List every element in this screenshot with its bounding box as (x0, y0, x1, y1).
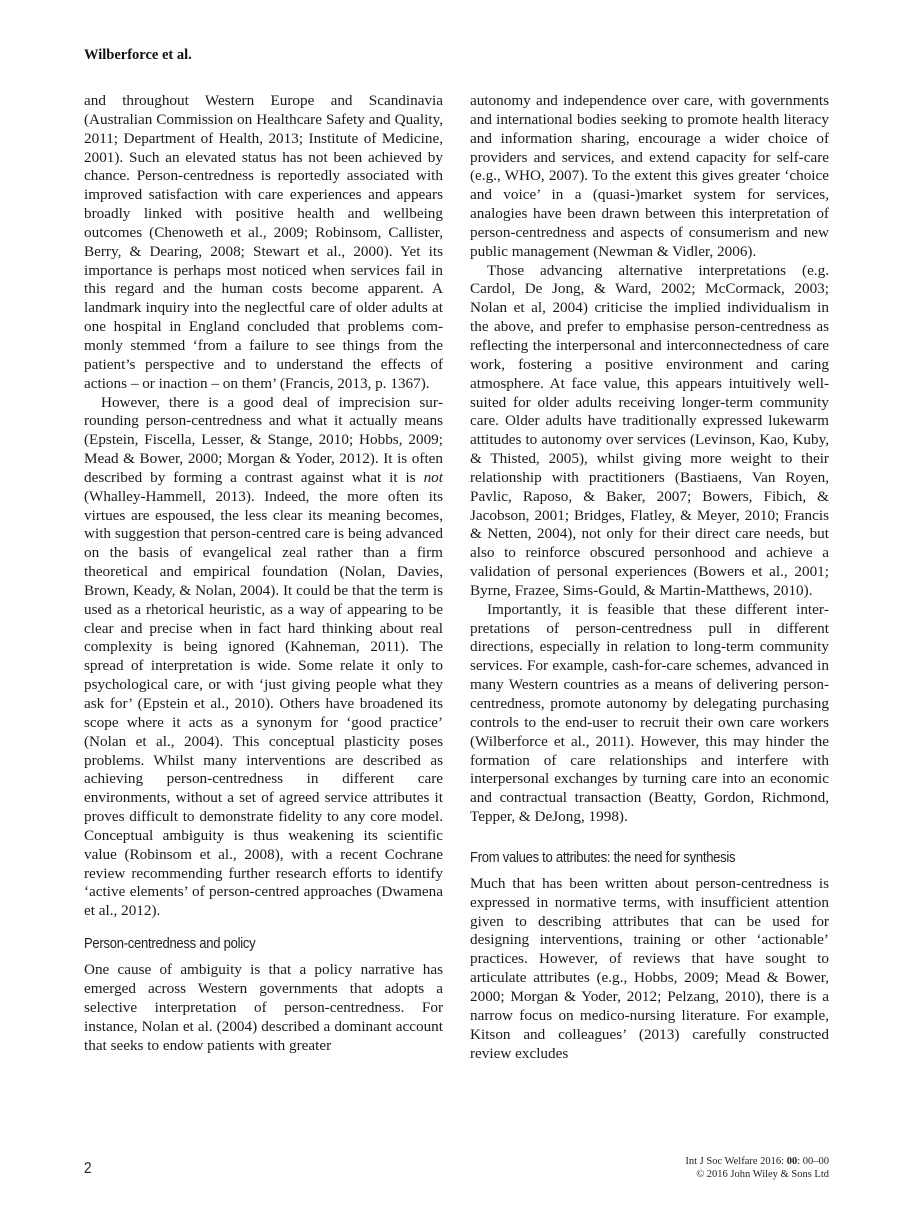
paragraph-text: (Whalley-Hammell, 2013). Indeed, the more often its virtues are espoused, the less clear its meaning becomes, with suggestion that person-centred care is being advanced on the basis of evangelical zeal rather than a firm theoretical and empirical foundation (Nolan, Davies, Brown, Keady, & Nolan, 2004). It could be that the term is used as a rhetorical heuristic, as a way of appearing to be clear and precise when in fact hard thinking about real complexity is being ignored (Kahneman, 2011). The spread of interpretation is wide. Some relate it only to psychological care, or with ‘just giving people what they ask for’ (Epstein et al., 2010). Others have broadened its scope where it acts as a synonym for ‘good practice’ (Nolan et al., 2004). This conceptual plasticity poses problems. Whilst many interventions are described as achieving person-centredness in different care environments, without a set of agreed service attributes it proves difficult to demonstrate fidelity to any core model. Conceptual ambiguity is thus weakening its scientific value (Robinsom et al., 2008), with a recent Cochrane review recommending further research efforts to identify ‘active elements’ of person-centred approaches (Dwamena et al., 2012). (84, 487, 443, 920)
paragraph: Importantly, it is feasible that these different interpretations of person-centredness pull in different directions, especially in relation to long-term community services. For example, cash-for-care schemes, advanced in many Western countries as a means of delivering person-centredness, promote autonomy by delegating purchasing controls to the end-user to recruit their own care workers (Wilberforce et al., 2011). However, this may hinder the formation of care relationships and interfere with interpersonal exchanges by turning care into an economic and contractual transaction (Beatty, Gordon, Richmond, Tepper, & DeJong, 1998). (470, 600, 829, 826)
left-column (84, 92, 443, 1055)
paragraph: Much that has been written about person-centredness is expressed in normative terms, with insufficient attention given to describing attributes that can be used for designing interventions, training or other ‘actionable’ practices. However, of reviews that have sought to articulate attributes (e.g., Hobbs, 2009; Mead & Bower, 2000; Morgan & Yoder, 2012; Pelzang, 2010), there is a narrow focus on medico-nursing literature. For example, Kitson and colleagues’ (2013) carefully constructed review excludes (470, 874, 829, 1062)
journal-name: Int J Soc Welfare 2016: (685, 1156, 787, 1167)
emphasis-text: not (423, 468, 443, 486)
right-column (470, 92, 829, 1063)
journal-info (685, 1155, 829, 1181)
page-number: 2 (84, 1160, 92, 1177)
journal-citation (685, 1155, 829, 1168)
paragraph: autonomy and independence over care, with governments and international bodies seeking to promote health literacy and information sharing, encourage a wider choice of providers and services, and extend capacity for self-care (e.g., WHO, 2007). To the extent this gives greater ‘choice and voice’ in a (quasi-)market system for services, analogies have been drawn between this interpretation of person-centredness and aspects of consumerism and new public management (Newman & Vidler, 2006). (470, 92, 829, 260)
journal-pages: : 00–00 (797, 1156, 829, 1167)
copyright: © 2016 John Wiley & Sons Ltd (696, 1169, 829, 1180)
paragraph-text: However, there is a good deal of imprecision surrounding person-centredness and what it actually means (Epstein, Fiscella, Lesser, & Stange, 2010; Hobbs, 2009; Mead & Bower, 2000; Morgan & Yoder, 2012). It is often described by forming a contrast against what it is (84, 393, 443, 486)
section-heading: From values to attributes: the need for synthesis (470, 849, 736, 866)
paragraph: Those advancing alternative interpretations (e.g. Cardol, De Jong, & Ward, 2002; McCormack, 2003; Nolan et al, 2004) criticise the implied individualism in the above, and prefer to emphasise person-centredness as reflecting the interpersonal and interconnectedness of care work, fostering a positive environment and caring atmosphere. At face value, this appears intuitively well-suited for older adults receiving longer-term community care. Older adults have traditionally expressed lukewarm attitudes to autonomy over services (Levinson, Kao, Kuby, & Thisted, 2005), whilst giving more weight to their relationship with practitioners (Bastiaens, Van Royen, Pavlic, Raposo, & Baker, 2007; Bowers, Fibich, & Jacobson, 2001; Bridges, Flatley, & Meyer, 2010; Francis & Netten, 2004), not only for their direct care needs, but also to reinforce obscured personhood and achieve a validation of personal experiences (Bowers et al., 2001; Byrne, Frazee, Sims-Gould, & Martin-Matthews, 2010). (470, 261, 829, 599)
running-head: Wilberforce et al. (84, 47, 192, 63)
paragraph: and throughout Western Europe and Scandinavia (Australian Commission on Healthcare Safety and Quality, 2011; Department of Health, 2013; Institute of Medicine, 2001). Such an elevated status has not been achieved by chance. Person-centredness is reportedly associated with improved satisfaction with care experiences and appears broadly linked with positive health and wellbeing outcomes (Chenoweth et al., 2009; Robinsom, Callister, Berry, & Dearing, 2008; Stewart et al., 2000). Yet its importance is perhaps most noticed when services fail in this regard and the human costs become apparent. A landmark inquiry into the neglectful care of older adults at one hospital in England concluded that problems commonly stemmed ‘from a failure to see things from the patient’s perspective and to understand the effects of actions – or inaction – on them’ (Francis, 2013, p. 1367). (84, 92, 443, 392)
paragraph (84, 394, 443, 922)
paragraph: One cause of ambiguity is that a policy narrative has emerged across Western governments that adopts a selective interpretation of person-centredness. For instance, Nolan et al. (2004) described a dominant account that seeks to endow patients with greater (84, 961, 443, 1054)
journal-volume: 00 (786, 1156, 798, 1167)
section-heading: Person-centredness and policy (84, 936, 256, 953)
